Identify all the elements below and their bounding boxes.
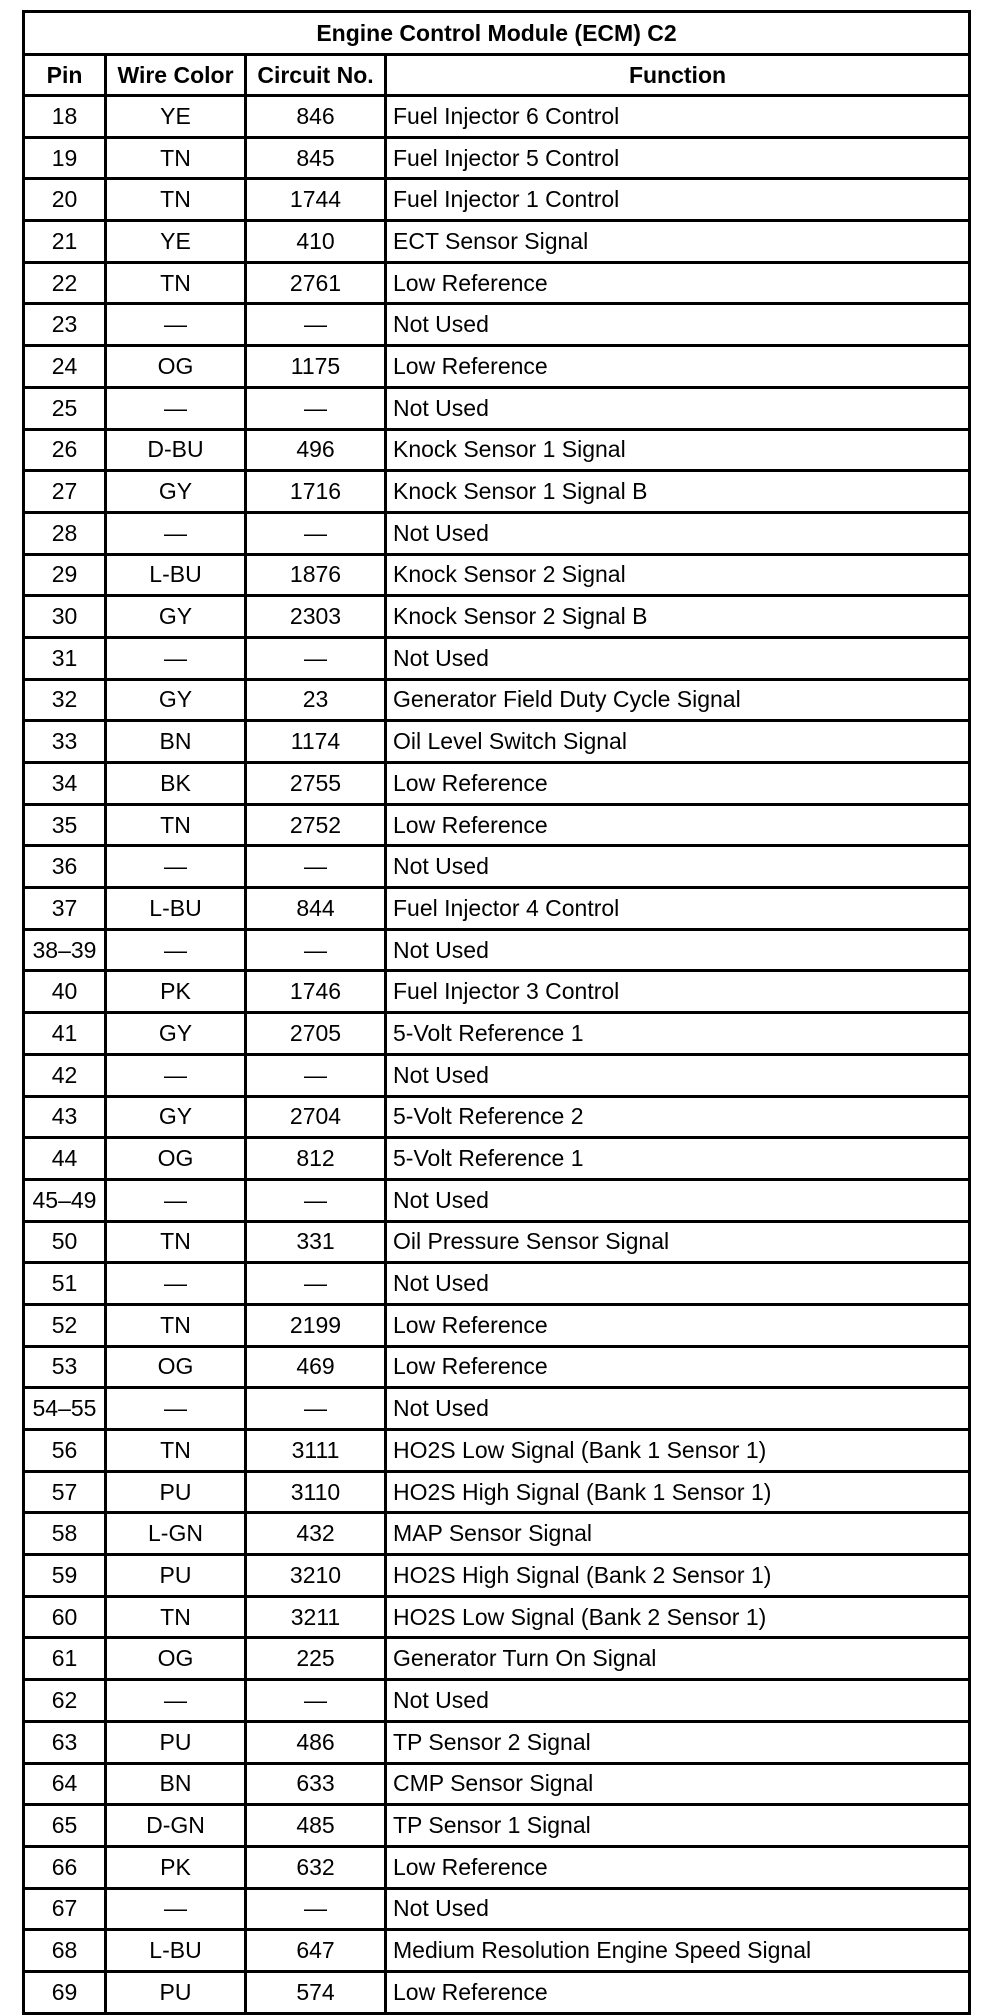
wire-color-cell: GY bbox=[106, 679, 246, 721]
table-row bbox=[24, 1805, 970, 1847]
wire-color-cell: PU bbox=[106, 1971, 246, 2013]
function-cell: Generator Turn On Signal bbox=[386, 1638, 970, 1680]
function-cell: Not Used bbox=[386, 1054, 970, 1096]
table-title-row bbox=[24, 12, 970, 55]
table-row bbox=[24, 1513, 970, 1555]
circuit-no-cell: 485 bbox=[246, 1805, 386, 1847]
table-row bbox=[24, 1638, 970, 1680]
wire-color-cell: OG bbox=[106, 1346, 246, 1388]
table-row bbox=[24, 1971, 970, 2013]
circuit-no-cell: — bbox=[246, 846, 386, 888]
pin-cell: 37 bbox=[24, 888, 106, 930]
table-row bbox=[24, 179, 970, 221]
table-row bbox=[24, 387, 970, 429]
wire-color-cell: TN bbox=[106, 262, 246, 304]
function-cell: Not Used bbox=[386, 1388, 970, 1430]
wire-color-cell: YE bbox=[106, 96, 246, 138]
table-row bbox=[24, 512, 970, 554]
table-row bbox=[24, 1430, 970, 1472]
pin-cell: 62 bbox=[24, 1680, 106, 1722]
circuit-no-cell: 812 bbox=[246, 1138, 386, 1180]
wire-color-cell: PU bbox=[106, 1721, 246, 1763]
function-cell: Not Used bbox=[386, 304, 970, 346]
circuit-no-cell: — bbox=[246, 1179, 386, 1221]
function-cell: Low Reference bbox=[386, 1971, 970, 2013]
pin-cell: 18 bbox=[24, 96, 106, 138]
circuit-no-cell: — bbox=[246, 1054, 386, 1096]
function-cell: Not Used bbox=[386, 512, 970, 554]
function-cell: Knock Sensor 2 Signal B bbox=[386, 596, 970, 638]
wire-color-cell: GY bbox=[106, 471, 246, 513]
circuit-no-cell: 410 bbox=[246, 221, 386, 263]
pin-cell: 61 bbox=[24, 1638, 106, 1680]
circuit-no-cell: 496 bbox=[246, 429, 386, 471]
wire-color-cell: GY bbox=[106, 596, 246, 638]
wire-color-cell: — bbox=[106, 1388, 246, 1430]
table-row bbox=[24, 221, 970, 263]
table-row bbox=[24, 346, 970, 388]
circuit-no-cell: 1175 bbox=[246, 346, 386, 388]
wire-color-cell: BN bbox=[106, 1763, 246, 1805]
table-title: Engine Control Module (ECM) C2 bbox=[24, 12, 970, 55]
table-row bbox=[24, 1179, 970, 1221]
header-pin: Pin bbox=[24, 55, 106, 96]
circuit-no-cell: 3110 bbox=[246, 1471, 386, 1513]
function-cell: Not Used bbox=[386, 1680, 970, 1722]
table-body bbox=[24, 96, 970, 2014]
circuit-no-cell: 1716 bbox=[246, 471, 386, 513]
function-cell: HO2S Low Signal (Bank 2 Sensor 1) bbox=[386, 1596, 970, 1638]
header-circuit-no: Circuit No. bbox=[246, 55, 386, 96]
table-row bbox=[24, 596, 970, 638]
function-cell: 5-Volt Reference 1 bbox=[386, 1138, 970, 1180]
pin-cell: 64 bbox=[24, 1763, 106, 1805]
function-cell: 5-Volt Reference 1 bbox=[386, 1013, 970, 1055]
wire-color-cell: — bbox=[106, 512, 246, 554]
table-row bbox=[24, 1013, 970, 1055]
table-row bbox=[24, 1721, 970, 1763]
table-row bbox=[24, 1388, 970, 1430]
pin-cell: 45–49 bbox=[24, 1179, 106, 1221]
table-row bbox=[24, 1555, 970, 1597]
pin-cell: 50 bbox=[24, 1221, 106, 1263]
table-row bbox=[24, 804, 970, 846]
wire-color-cell: GY bbox=[106, 1013, 246, 1055]
table-row bbox=[24, 1221, 970, 1263]
circuit-no-cell: 23 bbox=[246, 679, 386, 721]
wire-color-cell: BK bbox=[106, 763, 246, 805]
pin-cell: 66 bbox=[24, 1846, 106, 1888]
wire-color-cell: TN bbox=[106, 804, 246, 846]
table-row bbox=[24, 137, 970, 179]
wire-color-cell: BN bbox=[106, 721, 246, 763]
pin-cell: 41 bbox=[24, 1013, 106, 1055]
function-cell: Low Reference bbox=[386, 1846, 970, 1888]
table-row bbox=[24, 1680, 970, 1722]
function-cell: Low Reference bbox=[386, 346, 970, 388]
wire-color-cell: TN bbox=[106, 179, 246, 221]
circuit-no-cell: 2752 bbox=[246, 804, 386, 846]
circuit-no-cell: 2755 bbox=[246, 763, 386, 805]
pin-cell: 21 bbox=[24, 221, 106, 263]
pin-cell: 19 bbox=[24, 137, 106, 179]
circuit-no-cell: 845 bbox=[246, 137, 386, 179]
pin-cell: 25 bbox=[24, 387, 106, 429]
pin-cell: 34 bbox=[24, 763, 106, 805]
circuit-no-cell: 3211 bbox=[246, 1596, 386, 1638]
pin-cell: 63 bbox=[24, 1721, 106, 1763]
circuit-no-cell: — bbox=[246, 637, 386, 679]
wire-color-cell: — bbox=[106, 1263, 246, 1305]
table-row bbox=[24, 1346, 970, 1388]
pin-cell: 30 bbox=[24, 596, 106, 638]
pin-cell: 43 bbox=[24, 1096, 106, 1138]
function-cell: Knock Sensor 1 Signal bbox=[386, 429, 970, 471]
circuit-no-cell: 432 bbox=[246, 1513, 386, 1555]
pin-cell: 24 bbox=[24, 346, 106, 388]
wire-color-cell: PK bbox=[106, 1846, 246, 1888]
circuit-no-cell: 2761 bbox=[246, 262, 386, 304]
circuit-no-cell: 2303 bbox=[246, 596, 386, 638]
pin-cell: 65 bbox=[24, 1805, 106, 1847]
circuit-no-cell: — bbox=[246, 1888, 386, 1930]
circuit-no-cell: — bbox=[246, 1263, 386, 1305]
circuit-no-cell: 3111 bbox=[246, 1430, 386, 1472]
header-wire-color: Wire Color bbox=[106, 55, 246, 96]
function-cell: Low Reference bbox=[386, 262, 970, 304]
circuit-no-cell: — bbox=[246, 1680, 386, 1722]
circuit-no-cell: 2705 bbox=[246, 1013, 386, 1055]
wire-color-cell: TN bbox=[106, 1304, 246, 1346]
function-cell: Oil Level Switch Signal bbox=[386, 721, 970, 763]
table-row bbox=[24, 1304, 970, 1346]
circuit-no-cell: 633 bbox=[246, 1763, 386, 1805]
function-cell: Knock Sensor 1 Signal B bbox=[386, 471, 970, 513]
wire-color-cell: PU bbox=[106, 1555, 246, 1597]
function-cell: Not Used bbox=[386, 1179, 970, 1221]
pin-cell: 67 bbox=[24, 1888, 106, 1930]
circuit-no-cell: 2199 bbox=[246, 1304, 386, 1346]
wire-color-cell: TN bbox=[106, 1430, 246, 1472]
function-cell: Not Used bbox=[386, 387, 970, 429]
wire-color-cell: YE bbox=[106, 221, 246, 263]
table-row bbox=[24, 971, 970, 1013]
circuit-no-cell: — bbox=[246, 387, 386, 429]
pin-cell: 68 bbox=[24, 1930, 106, 1972]
wire-color-cell: GY bbox=[106, 1096, 246, 1138]
table-row bbox=[24, 846, 970, 888]
function-cell: Fuel Injector 5 Control bbox=[386, 137, 970, 179]
wire-color-cell: — bbox=[106, 637, 246, 679]
wire-color-cell: — bbox=[106, 304, 246, 346]
pin-cell: 59 bbox=[24, 1555, 106, 1597]
pin-cell: 36 bbox=[24, 846, 106, 888]
table-row bbox=[24, 1930, 970, 1972]
table-row bbox=[24, 763, 970, 805]
wire-color-cell: PU bbox=[106, 1471, 246, 1513]
circuit-no-cell: 844 bbox=[246, 888, 386, 930]
function-cell: Not Used bbox=[386, 1888, 970, 1930]
function-cell: MAP Sensor Signal bbox=[386, 1513, 970, 1555]
table-row bbox=[24, 888, 970, 930]
wire-color-cell: — bbox=[106, 929, 246, 971]
function-cell: Knock Sensor 2 Signal bbox=[386, 554, 970, 596]
function-cell: Low Reference bbox=[386, 804, 970, 846]
function-cell: Not Used bbox=[386, 929, 970, 971]
function-cell: CMP Sensor Signal bbox=[386, 1763, 970, 1805]
function-cell: HO2S High Signal (Bank 2 Sensor 1) bbox=[386, 1555, 970, 1597]
pin-cell: 54–55 bbox=[24, 1388, 106, 1430]
pin-cell: 57 bbox=[24, 1471, 106, 1513]
function-cell: TP Sensor 1 Signal bbox=[386, 1805, 970, 1847]
connector-pinout-table-container bbox=[22, 10, 968, 2015]
circuit-no-cell: 1744 bbox=[246, 179, 386, 221]
pin-cell: 44 bbox=[24, 1138, 106, 1180]
wire-color-cell: L-BU bbox=[106, 554, 246, 596]
function-cell: Generator Field Duty Cycle Signal bbox=[386, 679, 970, 721]
wire-color-cell: D-BU bbox=[106, 429, 246, 471]
circuit-no-cell: — bbox=[246, 304, 386, 346]
table-row bbox=[24, 1846, 970, 1888]
pin-cell: 52 bbox=[24, 1304, 106, 1346]
pin-cell: 42 bbox=[24, 1054, 106, 1096]
pin-cell: 60 bbox=[24, 1596, 106, 1638]
pin-cell: 33 bbox=[24, 721, 106, 763]
table-row bbox=[24, 1888, 970, 1930]
circuit-no-cell: 846 bbox=[246, 96, 386, 138]
table-header-row bbox=[24, 55, 970, 96]
wire-color-cell: D-GN bbox=[106, 1805, 246, 1847]
table-row bbox=[24, 929, 970, 971]
pin-cell: 29 bbox=[24, 554, 106, 596]
table-row bbox=[24, 1763, 970, 1805]
wire-color-cell: OG bbox=[106, 1638, 246, 1680]
function-cell: ECT Sensor Signal bbox=[386, 221, 970, 263]
wire-color-cell: — bbox=[106, 1179, 246, 1221]
table-row bbox=[24, 1596, 970, 1638]
table-row bbox=[24, 429, 970, 471]
wire-color-cell: TN bbox=[106, 1221, 246, 1263]
pin-cell: 22 bbox=[24, 262, 106, 304]
function-cell: Not Used bbox=[386, 637, 970, 679]
wire-color-cell: — bbox=[106, 846, 246, 888]
function-cell: Not Used bbox=[386, 1263, 970, 1305]
pin-cell: 31 bbox=[24, 637, 106, 679]
pin-cell: 27 bbox=[24, 471, 106, 513]
function-cell: Fuel Injector 3 Control bbox=[386, 971, 970, 1013]
wire-color-cell: — bbox=[106, 1680, 246, 1722]
table-row bbox=[24, 721, 970, 763]
function-cell: Low Reference bbox=[386, 1346, 970, 1388]
wire-color-cell: TN bbox=[106, 1596, 246, 1638]
table-row bbox=[24, 637, 970, 679]
circuit-no-cell: 647 bbox=[246, 1930, 386, 1972]
circuit-no-cell: 486 bbox=[246, 1721, 386, 1763]
function-cell: TP Sensor 2 Signal bbox=[386, 1721, 970, 1763]
pin-cell: 56 bbox=[24, 1430, 106, 1472]
table-row bbox=[24, 262, 970, 304]
table-row bbox=[24, 679, 970, 721]
wire-color-cell: TN bbox=[106, 137, 246, 179]
wire-color-cell: L-GN bbox=[106, 1513, 246, 1555]
pin-cell: 40 bbox=[24, 971, 106, 1013]
circuit-no-cell: 2704 bbox=[246, 1096, 386, 1138]
function-cell: Oil Pressure Sensor Signal bbox=[386, 1221, 970, 1263]
pin-cell: 23 bbox=[24, 304, 106, 346]
function-cell: Fuel Injector 1 Control bbox=[386, 179, 970, 221]
circuit-no-cell: — bbox=[246, 1388, 386, 1430]
wire-color-cell: — bbox=[106, 1888, 246, 1930]
table-row bbox=[24, 1096, 970, 1138]
wire-color-cell: L-BU bbox=[106, 1930, 246, 1972]
wire-color-cell: OG bbox=[106, 346, 246, 388]
circuit-no-cell: 331 bbox=[246, 1221, 386, 1263]
function-cell: HO2S Low Signal (Bank 1 Sensor 1) bbox=[386, 1430, 970, 1472]
header-function: Function bbox=[386, 55, 970, 96]
table-row bbox=[24, 304, 970, 346]
table-row bbox=[24, 1138, 970, 1180]
wire-color-cell: PK bbox=[106, 971, 246, 1013]
pin-cell: 26 bbox=[24, 429, 106, 471]
function-cell: HO2S High Signal (Bank 1 Sensor 1) bbox=[386, 1471, 970, 1513]
wire-color-cell: — bbox=[106, 387, 246, 429]
function-cell: 5-Volt Reference 2 bbox=[386, 1096, 970, 1138]
wire-color-cell: OG bbox=[106, 1138, 246, 1180]
function-cell: Low Reference bbox=[386, 1304, 970, 1346]
table-row bbox=[24, 471, 970, 513]
circuit-no-cell: 3210 bbox=[246, 1555, 386, 1597]
wire-color-cell: — bbox=[106, 1054, 246, 1096]
pin-cell: 69 bbox=[24, 1971, 106, 2013]
circuit-no-cell: — bbox=[246, 929, 386, 971]
pin-cell: 20 bbox=[24, 179, 106, 221]
function-cell: Fuel Injector 6 Control bbox=[386, 96, 970, 138]
wire-color-cell: L-BU bbox=[106, 888, 246, 930]
function-cell: Low Reference bbox=[386, 763, 970, 805]
table-row bbox=[24, 96, 970, 138]
pin-cell: 51 bbox=[24, 1263, 106, 1305]
function-cell: Not Used bbox=[386, 846, 970, 888]
circuit-no-cell: 1746 bbox=[246, 971, 386, 1013]
table-row bbox=[24, 1471, 970, 1513]
pin-cell: 53 bbox=[24, 1346, 106, 1388]
table-row bbox=[24, 554, 970, 596]
pin-cell: 28 bbox=[24, 512, 106, 554]
circuit-no-cell: 469 bbox=[246, 1346, 386, 1388]
circuit-no-cell: 632 bbox=[246, 1846, 386, 1888]
function-cell: Fuel Injector 4 Control bbox=[386, 888, 970, 930]
connector-pinout-table bbox=[22, 10, 971, 2015]
table-row bbox=[24, 1263, 970, 1305]
table-row bbox=[24, 1054, 970, 1096]
pin-cell: 35 bbox=[24, 804, 106, 846]
pin-cell: 58 bbox=[24, 1513, 106, 1555]
function-cell: Medium Resolution Engine Speed Signal bbox=[386, 1930, 970, 1972]
circuit-no-cell: 1876 bbox=[246, 554, 386, 596]
circuit-no-cell: — bbox=[246, 512, 386, 554]
pin-cell: 38–39 bbox=[24, 929, 106, 971]
circuit-no-cell: 225 bbox=[246, 1638, 386, 1680]
pin-cell: 32 bbox=[24, 679, 106, 721]
circuit-no-cell: 574 bbox=[246, 1971, 386, 2013]
circuit-no-cell: 1174 bbox=[246, 721, 386, 763]
